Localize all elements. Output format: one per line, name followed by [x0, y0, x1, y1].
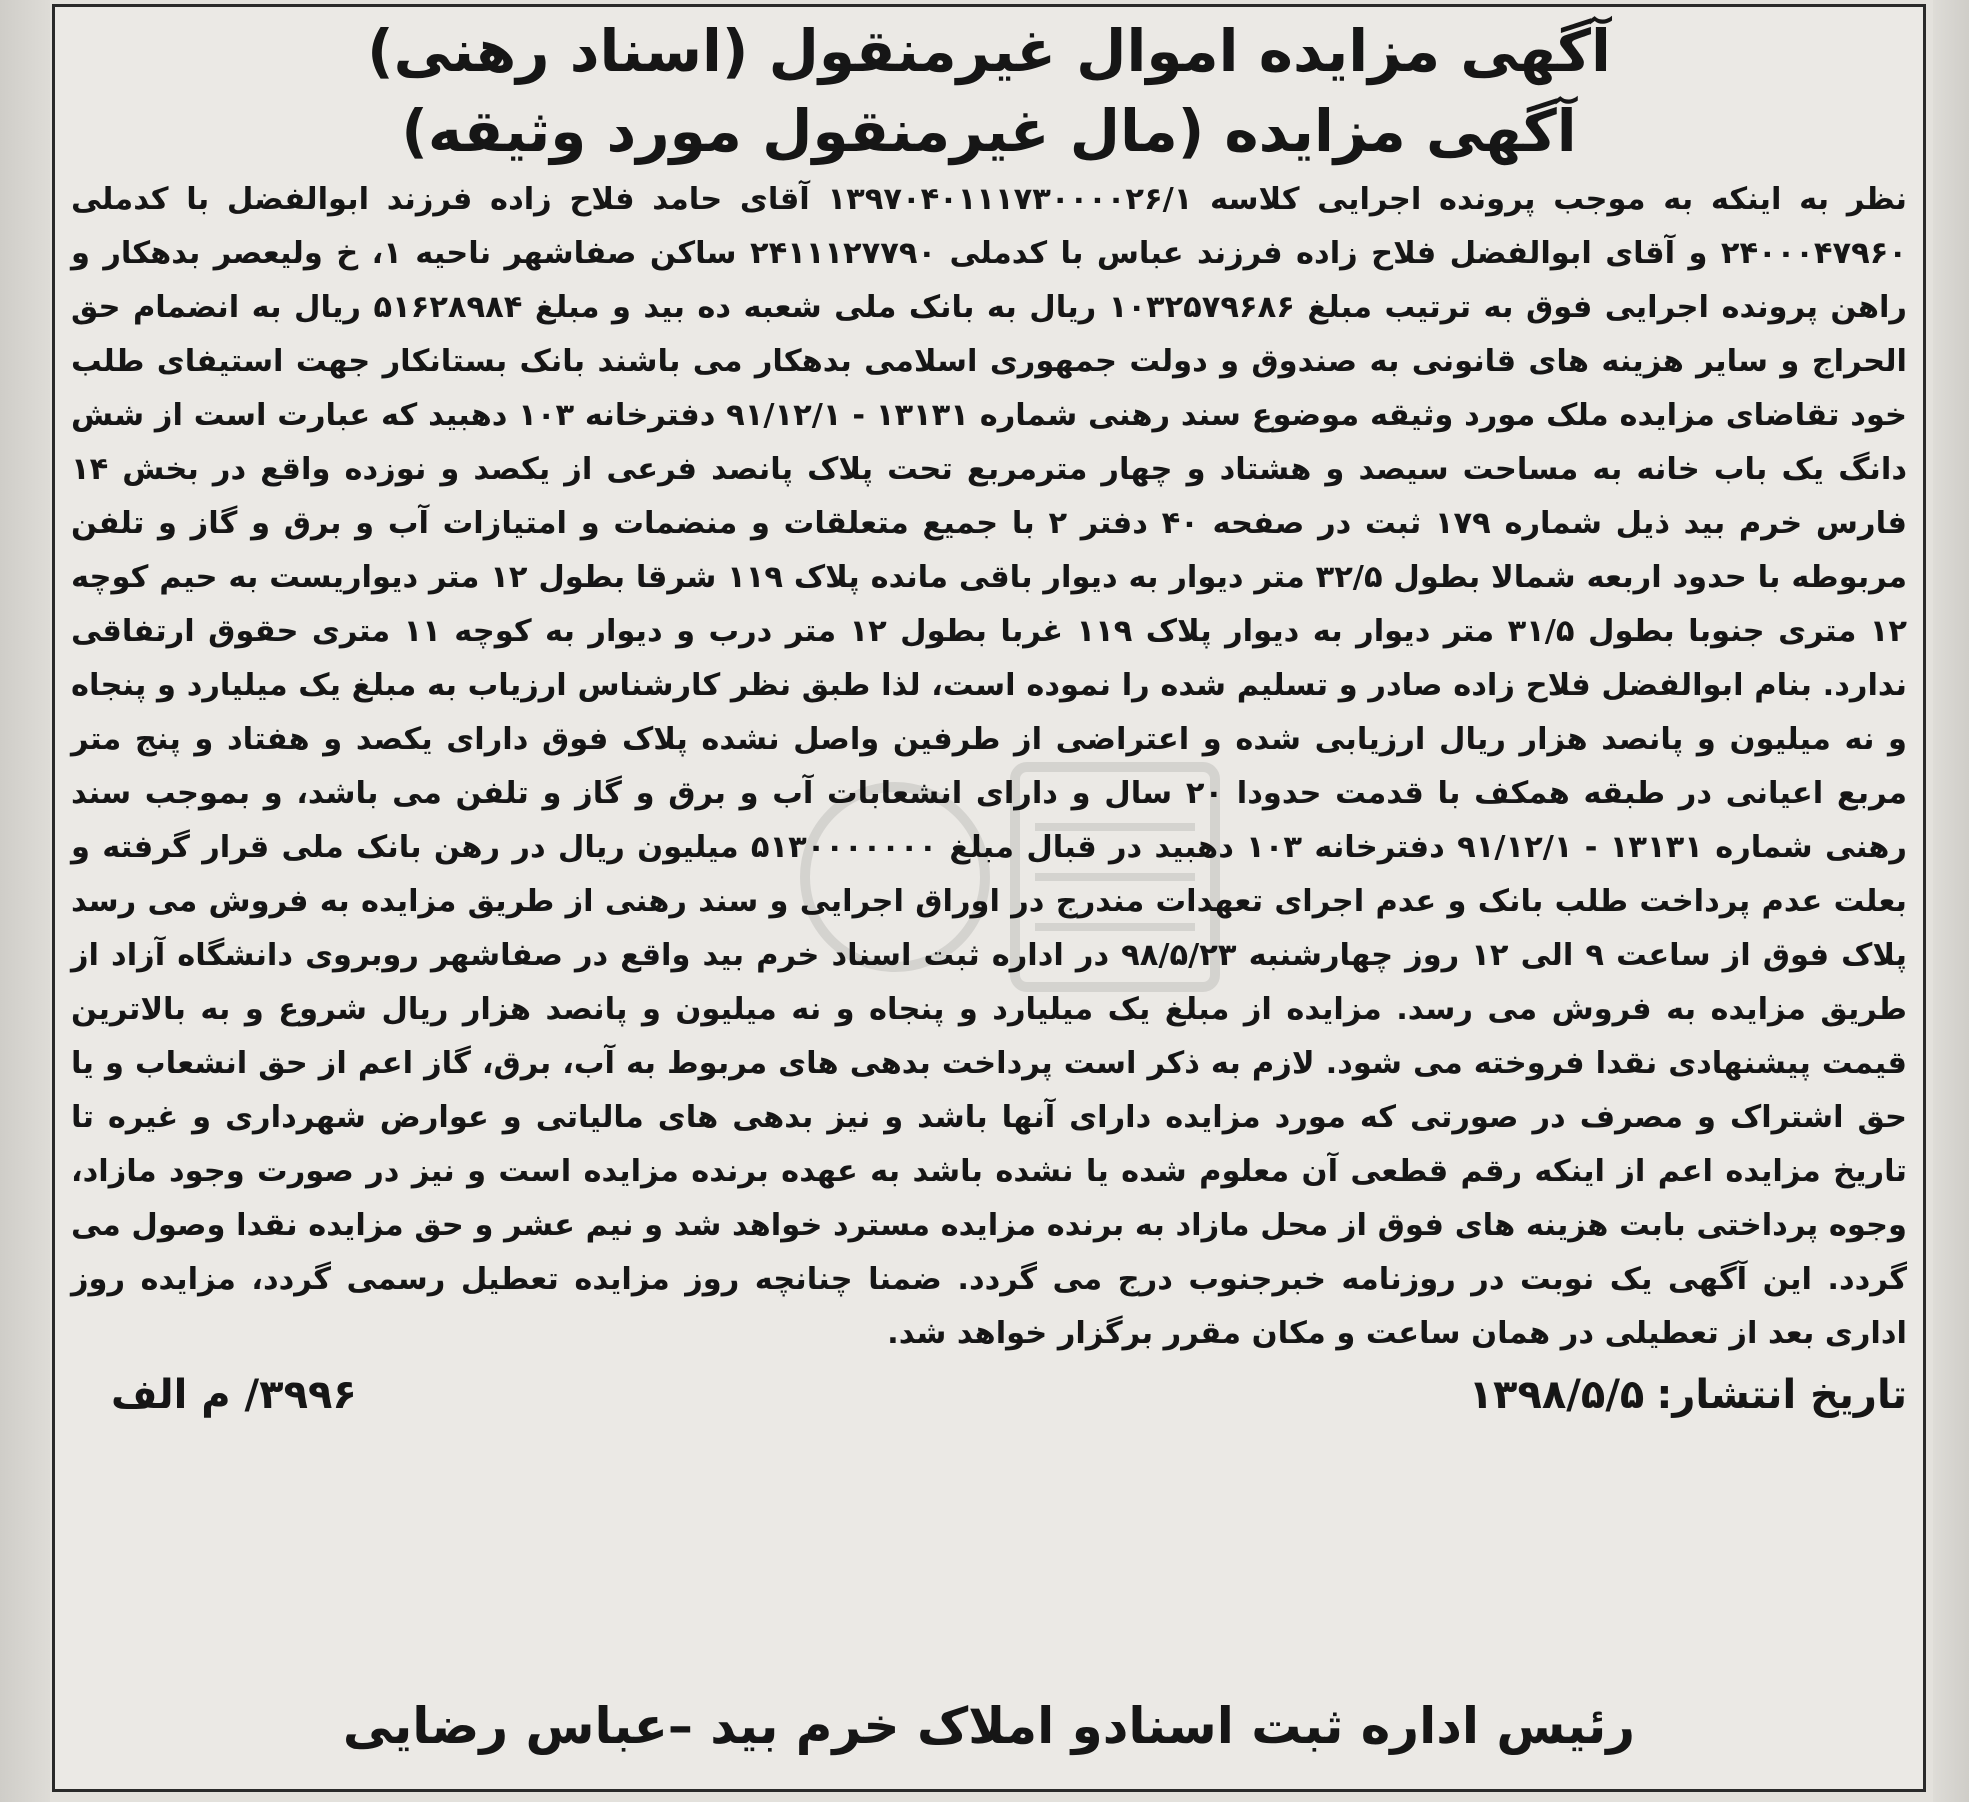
adjacent-column-left	[0, 0, 50, 1802]
notice-title-sub: آگهی مزایده (مال غیرمنقول مورد وثیقه)	[401, 97, 1577, 165]
adjacent-column-right	[1933, 0, 1969, 1802]
auction-notice-box	[52, 4, 1926, 1792]
signature-line: رئیس اداره ثبت اسنادو املاک خرم بید –عباس رضایی	[342, 1697, 1636, 1755]
publication-info-row	[71, 1369, 1907, 1421]
publish-date-label: تاریخ انتشار:	[1656, 1372, 1907, 1418]
notice-body: نظر به اینکه به موجب پرونده اجرایی کلاسه ۱۳۹۷۰۴۰۱۱۱۷۳۰۰۰۰۲۶/۱ آقای حامد فلاح زاده فرزند ابوالفضل با کدملی ۲۴۰۰۰۴۷۹۶۰ و آقای ابوالفضل فلاح زاده فرزند عباس با کدملی ۲۴۱۱۱۲۷۷۹۰ ساکن صفاشهر ناحیه ۱، خ ولیعصر بدهکار و راهن پرونده اجرایی فوق به ترتیب مبلغ ۱۰۳۲۵۷۹۶۸۶ ریال به بانک ملی شعبه ده بید و مبلغ ۵۱۶۲۸۹۸۴ ریال به انضمام حق الحراج و سایر هزینه های قانونی به صندوق و دولت جمهوری اسلامی بدهکار می باشند بانک بستانکار جهت استیفای طلب خود تقاضای مزایده ملک مورد وثیقه موضوع سند رهنی شماره ۱۳۱۳۱ - ۹۱/۱۲/۱ دفترخانه ۱۰۳ دهبید که عبارت است از شش دانگ یک باب خانه به مساحت سیصد و هشتاد و چهار مترمربع تحت پلاک پانصد فرعی از یکصد و نوزده واقع در بخش ۱۴ فارس خرم بید ذیل شماره ۱۷۹ ثبت در صفحه ۴۰ دفتر ۲ با جمیع متعلقات و منضمات و امتیازات آب و برق و گاز و تلفن مربوطه با حدود اربعه شمالا بطول ۳۲/۵ متر دیوار به دیوار باقی مانده پلاک ۱۱۹ شرقا بطول ۱۲ متر دیواریست به حیم کوچه ۱۲ متری جنوبا بطول ۳۱/۵ متر دیوار به دیوار پلاک ۱۱۹ غربا بطول ۱۲ متر درب و دیوار به کوچه ۱۱ متری حقوق ارتفاقی ندارد. بنام ابوالفضل فلاح زاده صادر و تسلیم شده را نموده است، لذا طبق نظر کارشناس ارزیاب به مبلغ یک میلیارد و پنجاه و نه میلیون و پانصد هزار ریال ارزیابی شده و اعتراضی از طرفین واصل نشده پلاک فوق دارای یکصد و هفتاد و پنج متر مربع اعیانی در طبقه همکف با قدمت حدودا ۲۰ سال و دارای انشعابات آب و برق و گاز و تلفن می باشد، و بموجب سند رهنی شماره ۱۳۱۳۱ - ۹۱/۱۲/۱ دفترخانه ۱۰۳ دهبید در قبال مبلغ ۵۱۳۰۰۰۰۰۰۰ میلیون ریال در رهن بانک ملی قرار گرفته و بعلت عدم پرداخت طلب بانک و عدم اجرای تعهدات مندرج در اوراق اجرایی و سند رهنی از طریق مزایده به فروش می رسد پلاک فوق از ساعت ۹ الی ۱۲ روز چهارشنبه ۹۸/۵/۲۳ در اداره ثبت اسناد خرم بید واقع در صفاشهر روبروی دانشگاه آزاد از طریق مزایده به فروش می رسد. مزایده از مبلغ یک میلیارد و پنجاه و نه میلیون و پانصد هزار ریال شروع و به بالاترین قیمت پیشنهادی نقدا فروخته می شود. لازم به ذکر است پرداخت بدهی های مربوط به آب، برق، گاز اعم از حق انشعاب و یا حق اشتراک و مصرف در صورتی که مورد مزایده دارای آنها باشد و نیز بدهی های مالیاتی و عوارض شهرداری و غیره تا تاریخ مزایده اعم از اینکه رقم قطعی آن معلوم شده یا نشده باشد به عهده برنده مزایده است و نیز در صورت وجود مازاد، وجوه پرداختی بابت هزینه های فوق از محل مازاد به برنده مزایده مسترد خواهد شد و نیم عشر و حق مزایده نقدا وصول می گردد. این آگهی یک نوبت در روزنامه خبرجنوب درج می گردد. ضمنا چنانچه روز مزایده تعطیل رسمی گردد، مزایده روز اداری بعد از تعطیلی در همان ساعت و مکان مقرر برگزار خواهد شد.	[71, 182, 1908, 1351]
reference-number: ۳۹۹۶/ م الف	[111, 1372, 357, 1418]
notice-title-main: آگهی مزایده اموال غیرمنقول (اسناد رهنی)	[367, 17, 1611, 85]
publish-date-value: ۱۳۹۸/۵/۵	[1468, 1372, 1645, 1418]
publish-date-group	[1469, 1369, 1907, 1421]
